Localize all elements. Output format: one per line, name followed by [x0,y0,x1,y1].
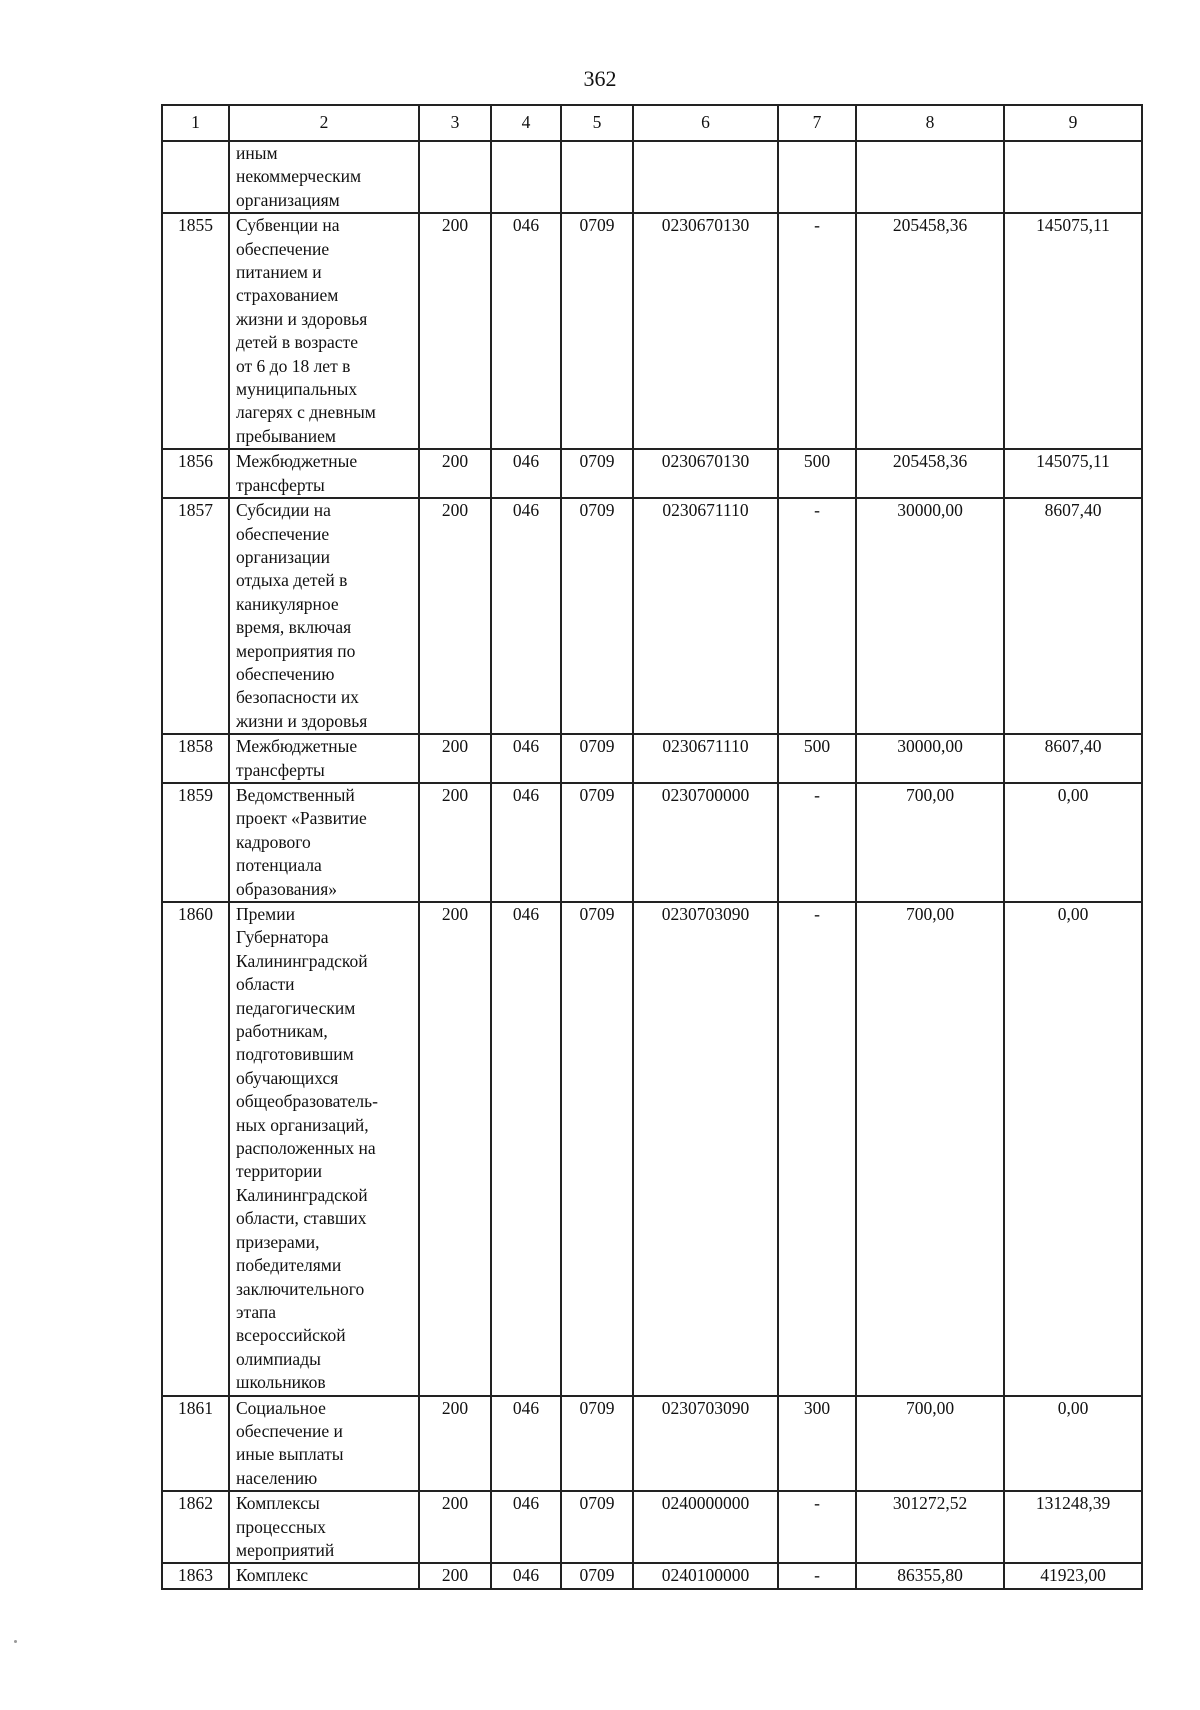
target-article-cell: 0230671110 [633,498,778,734]
section-code-cell: 0709 [561,1491,633,1563]
column-header: 6 [633,105,778,141]
amount-plan-cell: 30000,00 [856,734,1004,783]
amount-plan-cell: 205458,36 [856,449,1004,498]
row-name-line: безопасности их [236,687,359,708]
row-name-line: проект «Развитие [236,808,367,829]
column-header: 2 [229,105,419,141]
row-name-cell [229,449,419,498]
section-code-cell: 0709 [561,902,633,1396]
table-row [162,902,1142,1396]
row-name-line: образования» [236,878,338,899]
ministry-code-cell [419,141,491,213]
row-number-cell: 1857 [162,498,229,734]
row-name-line: трансферты [236,474,325,495]
target-article-cell: 0230671110 [633,734,778,783]
row-number-cell: 1860 [162,902,229,1396]
row-number-cell: 1856 [162,449,229,498]
row-name-line: жизни и здоровья [236,710,368,731]
column-header: 8 [856,105,1004,141]
target-article-cell: 0240000000 [633,1491,778,1563]
table-row [162,734,1142,783]
department-code-cell: 046 [491,213,561,449]
row-name-line: подготовившим [236,1044,354,1065]
ministry-code-cell: 200 [419,213,491,449]
row-name-line: школьников [236,1372,326,1393]
expense-type-cell: - [778,1563,856,1588]
row-number-cell: 1858 [162,734,229,783]
ministry-code-cell: 200 [419,734,491,783]
row-name-line: Межбюджетные [236,736,358,757]
row-name-line: заключительного [236,1278,365,1299]
row-name-line: мероприятий [236,1539,335,1560]
row-name-line: Ведомственный [236,784,355,805]
row-number-cell: 1861 [162,1396,229,1492]
amount-plan-cell: 700,00 [856,902,1004,1396]
ministry-code-cell: 200 [419,783,491,902]
amount-plan-cell: 700,00 [856,783,1004,902]
target-article-cell: 0230703090 [633,1396,778,1492]
ministry-code-cell: 200 [419,1563,491,1588]
row-name-line: территории [236,1161,322,1182]
amount-plan-cell: 205458,36 [856,213,1004,449]
row-name-line: каникулярное [236,593,339,614]
table-row [162,1491,1142,1563]
row-name-line: детей в возрасте [236,332,358,353]
row-name-line: населению [236,1467,318,1488]
row-name-cell [229,1563,419,1588]
department-code-cell: 046 [491,498,561,734]
section-code-cell: 0709 [561,734,633,783]
row-name-line: Межбюджетные [236,451,358,472]
department-code-cell: 046 [491,1491,561,1563]
amount-actual-cell: 0,00 [1004,783,1142,902]
row-name-line: Губернатора [236,927,329,948]
expense-type-cell [778,141,856,213]
department-code-cell [491,141,561,213]
table-row [162,498,1142,734]
row-name-line: иным [236,143,278,163]
ministry-code-cell: 200 [419,449,491,498]
amount-actual-cell: 131248,39 [1004,1491,1142,1563]
table-row [162,449,1142,498]
row-name-line: от 6 до 18 лет в [236,355,351,376]
ministry-code-cell: 200 [419,1491,491,1563]
row-number-cell [162,141,229,213]
row-name-line: общеобразователь- [236,1091,378,1112]
expense-type-cell: - [778,498,856,734]
row-name-line: организациям [236,189,340,210]
ministry-code-cell: 200 [419,498,491,734]
row-name-line: работникам, [236,1021,328,1042]
amount-actual-cell: 145075,11 [1004,213,1142,449]
row-name-line: этапа [236,1301,277,1322]
amount-actual-cell: 8607,40 [1004,734,1142,783]
row-name-line: обеспечению [236,663,335,684]
amount-actual-cell: 0,00 [1004,1396,1142,1492]
row-name-line: потенциала [236,855,322,876]
row-name-line: обеспечение и [236,1420,343,1441]
row-name-cell [229,1491,419,1563]
section-code-cell: 0709 [561,1396,633,1492]
column-header: 9 [1004,105,1142,141]
amount-actual-cell: 8607,40 [1004,498,1142,734]
target-article-cell: 0230670130 [633,213,778,449]
budget-table [161,104,1143,1590]
row-name-line: жизни и здоровья [236,308,368,329]
row-name-line: отдыха детей в [236,570,348,591]
row-name-cell [229,498,419,734]
column-header: 1 [162,105,229,141]
row-name-line: победителями [236,1255,342,1276]
target-article-cell: 0230670130 [633,449,778,498]
table-row [162,141,1142,213]
row-name-line: педагогическим [236,997,356,1018]
row-name-line: Калининградской [236,1184,368,1205]
row-name-line: организации [236,546,330,567]
department-code-cell: 046 [491,449,561,498]
amount-plan-cell: 30000,00 [856,498,1004,734]
amount-actual-cell [1004,141,1142,213]
expense-type-cell: - [778,902,856,1396]
row-name-line: обучающихся [236,1067,339,1088]
row-number-cell: 1855 [162,213,229,449]
amount-plan-cell [856,141,1004,213]
department-code-cell: 046 [491,902,561,1396]
ministry-code-cell: 200 [419,1396,491,1492]
target-article-cell [633,141,778,213]
row-name-line: Комплексы [236,1493,320,1514]
table-header-row [162,105,1142,141]
row-number-cell: 1862 [162,1491,229,1563]
amount-actual-cell: 41923,00 [1004,1563,1142,1588]
table-row [162,1563,1142,1588]
row-name-line: обеспечение [236,523,330,544]
row-number-cell: 1863 [162,1563,229,1588]
row-name-cell [229,1396,419,1492]
row-name-line: время, включая [236,617,352,638]
section-code-cell: 0709 [561,783,633,902]
department-code-cell: 046 [491,734,561,783]
row-name-line: процессных [236,1516,326,1537]
section-code-cell: 0709 [561,213,633,449]
row-name-cell [229,783,419,902]
expense-type-cell: - [778,1491,856,1563]
row-name-line: области, ставших [236,1208,367,1229]
row-name-line: призерами, [236,1231,320,1252]
table-row [162,213,1142,449]
target-article-cell: 0230700000 [633,783,778,902]
row-name-line: трансферты [236,759,325,780]
expense-type-cell: - [778,783,856,902]
department-code-cell: 046 [491,1563,561,1588]
row-name-line: Комплекс [236,1565,308,1586]
section-code-cell: 0709 [561,449,633,498]
column-header: 3 [419,105,491,141]
column-header: 7 [778,105,856,141]
row-name-line: Субвенции на [236,215,340,236]
row-name-line: обеспечение [236,238,330,259]
section-code-cell [561,141,633,213]
department-code-cell: 046 [491,783,561,902]
row-name-cell [229,213,419,449]
row-name-line: Субсидии на [236,500,331,521]
row-number-cell: 1859 [162,783,229,902]
column-header: 4 [491,105,561,141]
amount-actual-cell: 0,00 [1004,902,1142,1396]
expense-type-cell: 500 [778,449,856,498]
page-number: 362 [583,66,617,91]
table-row [162,1396,1142,1492]
section-code-cell: 0709 [561,1563,633,1588]
amount-plan-cell: 301272,52 [856,1491,1004,1563]
row-name-cell [229,902,419,1396]
row-name-line: Премии [236,904,295,924]
amount-plan-cell: 700,00 [856,1396,1004,1492]
row-name-line: лагерях с дневным [236,402,376,423]
amount-plan-cell: 86355,80 [856,1563,1004,1588]
expense-type-cell: 500 [778,734,856,783]
row-name-line: иные выплаты [236,1444,344,1465]
row-name-line: кадрового [236,831,311,852]
row-name-line: Социальное [236,1397,326,1418]
column-header: 5 [561,105,633,141]
row-name-line: расположенных на [236,1138,376,1159]
table-row [162,783,1142,902]
row-name-line: страхованием [236,285,339,306]
target-article-cell: 0230703090 [633,902,778,1396]
row-name-line: всероссийской [236,1325,346,1346]
row-name-cell [229,141,419,213]
row-name-cell [229,734,419,783]
expense-type-cell: - [778,213,856,449]
expense-type-cell: 300 [778,1396,856,1492]
row-name-line: Калининградской [236,950,368,971]
target-article-cell: 0240100000 [633,1563,778,1588]
row-name-line: олимпиады [236,1348,321,1369]
scan-speck [14,1640,17,1643]
row-name-line: пребыванием [236,425,336,446]
row-name-line: ных организаций, [236,1114,369,1135]
row-name-line: области [236,974,295,995]
ministry-code-cell: 200 [419,902,491,1396]
row-name-line: некоммерческим [236,166,362,187]
department-code-cell: 046 [491,1396,561,1492]
section-code-cell: 0709 [561,498,633,734]
amount-actual-cell: 145075,11 [1004,449,1142,498]
row-name-line: муниципальных [236,379,358,400]
row-name-line: питанием и [236,262,322,283]
row-name-line: мероприятия по [236,640,356,661]
